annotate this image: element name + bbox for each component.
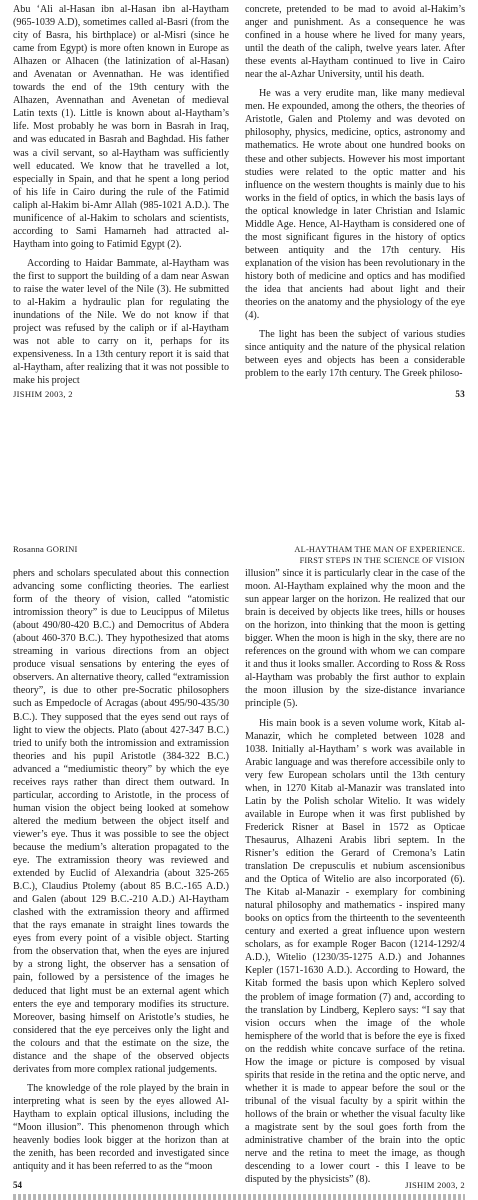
page54-right-column [245,567,465,1186]
paragraph: Abu ‘Ali al-Hasan ibn al-Hasan ibn al-Haytham (965-1039 A.D), sometimes called al-Basri (from the city of Basra, his birthplace) or al-Misri (since he came from Egypt) is more often known in Europe as Alhazen or Alhacen (the latinization of al-Hasan) and Avenatan or Avennathan. He was identified towards the end of the 19th century with the Alhazen, Avennathan and Avenetan of medieval Latin texts (1). Little is known about al-Haytham’s life. Most probably he was born in Basrah in Iraq, and was educated in Basrah and Baghdad. His father was a civil servant, so al-Haytham was sufficiently well educated. We know that he travelled a lot, especially in Spain, and that he spent a long period of his life in Cairo during the rule of the Fatimid caliph al-Hakim bi-Amr Allah (985-1021 A.D.). The munificence of al-Hakim to scholars and scientists, according to Sami Hamarneh had attracted al-Haytham into going to Fatimid Egypt (2). [13,4,229,250]
page53-left-column [13,3,229,387]
paragraph: The knowledge of the role played by the brain in interpreting what is seen by the eyes allowed Al-Haytham to explain optical illusions, including the “Moon illusion”. This phenomenon through which heavenly bodies look bigger at the horizon than at the zenith, has been recorded and investigated since antiquity and it has been referred to as the “moon [13,1082,229,1173]
paragraph: The light has been the subject of various studies since antiquity and the nature of the physical relation between eyes and objects has been a considerable problem to the early 17th century. The Greek philoso- [245,329,465,380]
page53-right-column [245,3,465,380]
journal-page-53 [0,0,478,407]
journal-citation: JISHIM 2003, 2 [405,1180,465,1190]
paragraph: illusion” since it is particularly clear in the case of the moon. Al-Haytham explained why the moon and the sun appear larger on the horizon. He realized that our brain is deceived by objects like trees, hills or houses on the horizon, into thinking that the moon is getting bigger. When the moon is high in the sky, there are no references on the ground with whom we can compare it and thus it looks smaller. According to Ross & Ross al-Haytham was probably the first author to explain the moon illusion by the size-distance invariance principle (5). [245,568,465,710]
page54-left-column [13,567,229,1173]
paragraph: His main book is a seven volume work, Kitab al-Manazir, which he completed between 1028 and 1038. Initially al-Haytham’ s work was available in Arabic language and was therefore accessibile only to very few European scholars until the 13th century when, in 1270 Kitab al-Manazir was translated into Latin by the Polish scholar Witelio. It was widely available in Europe when it was first published by Frederick Risner at Basel in 1572 as Opticae Thesaurus, Alhazeni Arabis libri septem. In the Risner’s edition the Gerard of Cremona’s Latin translation De crepusculis et nubium ascensionibus and the Optica of Witelio are also incorporated (6). The Kitab al-Manazir - exemplary for combining natural philosophy and mathematics - inspired many books on optics from the thirteenth to the seventeenth century and exerted a great influence upon western scholars, as for example Roger Bacon (1214-1292/4 A.D.), Witelio (1230/35-1275 A.D.) and Johannes Kepler (1571-1630 A.D.). According to Howard, the Kitab formed the basis upon which Keplero solved the problem of image formation (7) and, according to the translation by Lindberg, Keplero says: “I say that vision occurs when the image of the whole hemisphere of the world that is before the eye is fixed on the reddish white concave surface of the retina. How the image or picture is composed by visual spirits that reside in the retina and the optic nerve, and whether it is made to appear before the soul or the tribunal of the visual faculty by a spirit within the hollows of the brain or whether the visual faculty like a magistrate sent by the soul goes forth from the administrative chamber of the brain into the optic nerve and the retina to meet the image, as though descending to a lower court - this I leave to be disputed by the physicists” (8). [245,717,465,1186]
paragraph: He was a very erudite man, like many medieval men. He expounded, among the others, the theories of Aristotle, Galen and Ptolemy and was devoted on philosophy, physics, medicine, optics, astronomy and mathematics. He wrote about one hundred books on these and other subjects. However his most important studies were related to the optic matter and his influence on the western thoughts is mainly due to his works in the field of optics, in which the basis lays of the optical knowledge in later Christian and Islamic Middle Age. Hence, Al-Haytham is considered one of the most significant figures in the history of optics between antiquity and the 17th century. His explanation of the vision has been revolutionary in the history both of medicine and optics and has modified the idea that ancients had about light and their theories on the anatomy and the physiology of the eye (4). [245,88,465,322]
running-title [294,544,465,566]
running-title-line: FIRST STEPS IN THE SCIENCE OF VISION [299,556,465,565]
next-page-bleed [13,1194,465,1200]
page-gap [0,407,478,537]
running-title-line: AL-HAYTHAM THE MAN OF EXPERIENCE. [294,545,465,554]
page-number: 54 [13,1180,22,1190]
author-header: Rosanna GORINI [13,544,78,554]
page-number: 53 [455,389,465,399]
paragraph: phers and scholars speculated about this connection advancing some conflicting theories. The earliest form of the theory of vision, called “atomistic intromission theory” is due to Leucippus of Miletus (about 490/80-420 B.C.) and Democritus of Abdera (about 460-370 B.C.). They hypothesized that atoms streaming in various directions from an object produce visual sensations by entering the eyes of observers. An alternative theory, called “extramission theory”, is due to other pre-Socratic philosophers such as Empedocle of Acragas (about 495/90-435/30 B.C.). They supposed that the eyes send out rays of light to view the objects. Plato (about 427-347 B.C.) tried to unify both the intromission and extramission theories and his pupil Aristotle (384-322 B.C.) advanced a “mediumistic theory” by which the eye receives rays rather than direct them outward. In particular, according to Aristotle, in the process of human vision the object being looked at somehow altered the medium between the object itself and viewer’s eye. Thus it was possible to see the object because the medium’s alteration propagated to the eye. The extramission theory was reviewed and extended by Euclid of Alexandria (about 325-265 B.C.), Claudius Ptolemy (about 85 B.C.-165 A.D.) and Galen (about 129 B.C.-210 A.D.) Al-Haytham clashed with the extramission theory and affirmed that the rays emanate in straight lines towards the eyes from every point of a visible object. Starting from the observation that, when the eyes are injured by a strong light, the observer has a sensation of pain, followed by a persistence of the images he deduced that light must be an external agent which enters the eye and temporary modifies its structure. Moreover, basing himself on Aristotle’s studies, he considered that the eye perceives only the light and the colours and that the estimate on the size, the distance and the shape of the observed objects derivates from more complex rational judgements. [13,568,230,1075]
journal-citation: JISHIM 2003, 2 [13,389,73,399]
paragraph: concrete, pretended to be mad to avoid al-Hakim’s anger and punishment. As a consequence he was confined in a house where he lived for many years, until the death of the caliph, twelve years later. After these events al-Haytham continued to live in Cairo near the al-Azhar University, until his death. [245,4,465,81]
paragraph: According to Haidar Bammate, al-Haytham was the first to support the building of a dam near Aswan to raise the water level of the Nile (3). He submitted to al-Hakim a hydraulic plan for regulating the inundations of the Nile. We do not know if that project was refused by the caliph or if al-Haytham was not able to carry on it, perhaps for its expensiveness. In a 13th century report it is said that al-Haytham, after realizing that it was not possible to make his project [13,257,229,387]
journal-page-54 [0,537,478,1200]
